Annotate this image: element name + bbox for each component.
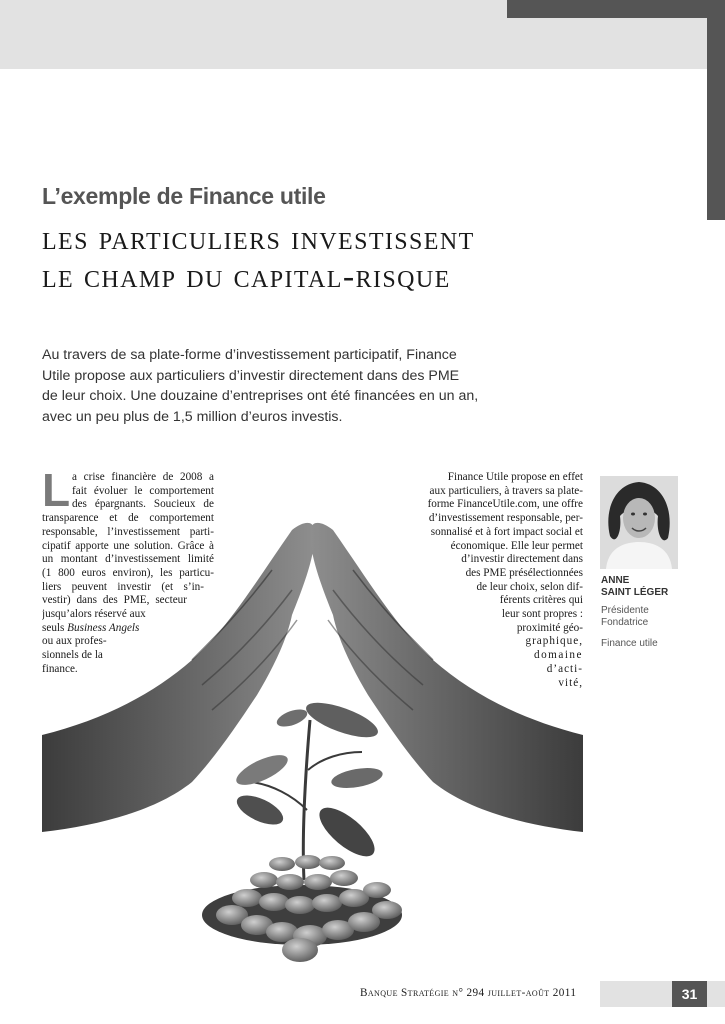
body-line: graphique, [525,635,583,648]
coin-pile [202,855,402,962]
body-line: vestir) dans des PME, secteur [42,594,187,607]
body-line: responsable, l’investissement parti- [42,525,214,538]
page-number: 31 [672,981,707,1007]
body-line: proximité géo- [516,621,583,634]
author-organization: Finance utile [601,638,658,649]
title-line: le champ du capital-risque [42,258,451,295]
author-role-line: Fondatrice [601,617,649,628]
author-name-line: SAINT LÉGER [601,587,669,598]
body-line: leur sont propres : [501,608,583,621]
body-line: finance. [42,662,78,675]
right-column [400,471,583,690]
body-line: fait évoluer le comportement [72,484,214,497]
body-line: d’investissement responsable, per- [428,512,583,525]
author-role [601,605,649,629]
body-line: des PME présélectionnées [465,566,583,579]
body-line: un montant d’investissement limité [42,553,214,566]
body-line: (1 800 euros environ), les particu- [42,566,214,579]
body-line: vité, [558,676,583,689]
left-column [42,464,214,677]
lead-line: Au travers de sa plate-forme d’investissement participatif, Finance [42,347,457,363]
body-line: transparence et de comportement [42,512,214,525]
top-accent-bar [507,0,725,18]
body-text: seuls [42,621,65,634]
body-line: d’acti- [546,662,583,675]
body-line: de leur choix, selon dif- [476,580,583,593]
article-kicker: L’exemple de Finance utile [42,183,326,209]
footer-publication: Banque Stratégie n° 294 juillet-août 2011 [360,987,577,999]
lead-line: avec un peu plus de 1,5 million d’euros investis. [42,408,343,425]
body-line: ou aux profes- [42,635,107,648]
article-lead [42,345,479,427]
body-line: jusqu’alors réservé aux [42,608,146,621]
body-line: des épargnants. Soucieux de [72,498,214,511]
body-line [42,622,214,636]
body-line: cipatif apporte une solution. Grâce à [42,539,214,552]
lead-line: de leur choix. Une douzaine d’entreprises ont été financées en un an, [42,388,479,404]
lead-line: Utile propose aux particuliers d’investir directement dans des PME [42,367,460,384]
emphasis-text: Business Angels [67,621,140,634]
author-name-line: ANNE [601,575,630,586]
author-photo [600,476,678,569]
side-accent-bar [707,18,725,220]
body-line: aux particuliers, à travers sa plate- [429,484,583,497]
body-line: férents critères qui [499,594,583,607]
body-line: domaine [533,649,583,662]
body-line: liers peuvent investir (et s’in- [42,580,204,593]
title-line: les particuliers investissent [42,220,475,257]
body-line: Finance Utile propose en effet [447,471,583,483]
author-role-line: Présidente [601,605,649,616]
drop-cap: L [42,464,71,516]
body-line: forme FinanceUtile.com, une offre [427,498,583,511]
body-line: économique. Elle leur permet [450,539,583,552]
body-line: a crise financière de 2008 a [72,471,214,483]
body-line: sionnels de la [42,649,103,662]
body-line: sonnalisé et à fort impact social et [430,525,583,538]
article-title [42,220,475,296]
author-name [601,575,668,599]
body-line: d’investir directement dans [461,553,583,566]
